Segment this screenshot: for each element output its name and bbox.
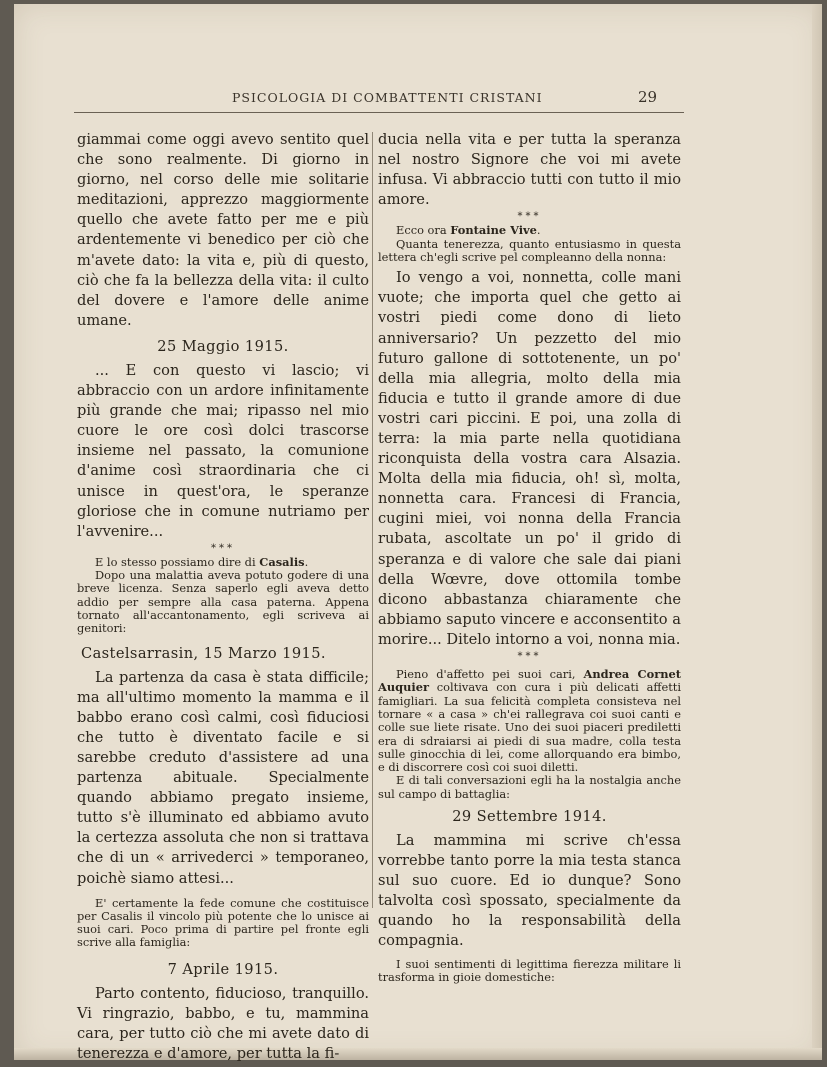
letter-date: 7 Aprile 1915. bbox=[167, 960, 279, 978]
soldier-name: Casalis bbox=[259, 554, 305, 569]
letter-paragraph: La partenza da casa è stata difficile; ma all'ultimo momento la mamma e il babbo erano così calmi, così fiduciosi che tutto è diventato facile e si sarebbe creduto d'assistere ad una partenza abituale. Specialmente quando abbiamo pregato insieme, tutto s'è illuminato ed abbiamo avuto la certezza assoluta che non si trattava che di un « arrivederci » temporaneo, poichè siamo attesi... bbox=[77, 668, 369, 887]
left-column bbox=[77, 130, 369, 1064]
commentary-paragraph: E di tali conversazioni egli ha la nostalgia anche sul campo di battaglia: bbox=[378, 773, 681, 801]
page-number: 29 bbox=[638, 88, 658, 106]
soldier-name: Fontaine Vive bbox=[450, 223, 537, 238]
letter-date: 25 Maggio 1915. bbox=[157, 337, 289, 355]
letter-paragraph: Parto contento, fiducioso, tranquillo. Vi ringrazio, babbo, e tu, mammina cara, per tutto ciò che mi avete dato di tenerezza e d'amore, per tutta la fi- bbox=[77, 984, 369, 1063]
letter-paragraph: Io vengo a voi, nonnetta, colle mani vuote; che importa quel che getto ai vostri piedi come dono di lieto anniversario? Un pezzetto del mio futuro gallone di sottotenente, un po' della mia allegria, molto della mia fiducia e tutto il grande amore di due vostri cari piccini. E poi, una zolla di terra: la mia parte nella quotidiana riconquista della vostra cara Alsazia. Molta della mia fiducia, oh! sì, molta, nonnetta cara. Francesi di Francia, cugini miei, voi nonna della Francia rubata, ascoltate un po' il grido di speranza e di valore che sale dai piani della Wœvre, dove ottomila tombe dicono abbastanza chiaramente che abbiamo saputo vincere e acconsentito a morire... Ditelo intorno a voi, nonna mia. bbox=[378, 269, 681, 648]
commentary-paragraph: Pieno d'affetto pei suoi cari, Andrea Cornet Auquier coltivava con cura i più delicati affetti famigliari. La sua felicità completa consisteva nel tornare « a casa » ch'ei rallegrava coi suoi canti e colle sue liete risate. Uno dei suoi piaceri prediletti era di sdraiarsi ai piedi di sua madre, colla testa sulle ginocchia di lei, come allorquando era bimbo, e di discorrere così coi suoi diletti. bbox=[378, 667, 681, 775]
header-rule bbox=[74, 112, 684, 113]
letter-paragraph: giammai come oggi avevo sentito quel che sono realmente. Di giorno in giorno, nel corso delle mie solitarie meditazioni, apprezzo maggiormente quello che avete fatto per me e più ardentemente vi benedico per ciò che m'avete dato: la vita e, più di questo, ciò che fa la bellezza della vita: il culto del dovere e l'amore delle anime umane. bbox=[77, 131, 369, 329]
page-edge-right bbox=[812, 4, 822, 1060]
right-column bbox=[378, 130, 681, 984]
letter-date: 29 Settembre 1914. bbox=[452, 808, 607, 826]
running-head: PSICOLOGIA DI COMBATTENTI CRISTANI bbox=[232, 90, 543, 105]
commentary-paragraph: E' certamente la fede comune che costituisce per Casalis il vincolo più potente che lo unisce ai suoi cari. Poco prima di partire pel fronte egli scrive alla famiglia: bbox=[77, 895, 369, 950]
letter-paragraph: La mammina mi scrive ch'essa vorrebbe tanto porre la mia testa stanca sul suo cuore. Ed io dunque? Sono talvolta così spossato, specialmente da quando ho la responsabilità della compagnia. bbox=[378, 832, 681, 950]
section-separator: *** bbox=[517, 651, 542, 663]
column-rule bbox=[372, 132, 373, 908]
commentary-paragraph: I suoi sentimenti di legittima fierezza militare li trasforma in gioie domestiche: bbox=[378, 956, 681, 984]
soldier-name: Andrea Cornet Auquier bbox=[378, 667, 681, 695]
letter-paragraph: ducia nella vita e per tutta la speranza nel nostro Signore che voi mi avete infusa. Vi abbraccio tutti con tutto il mio amore. bbox=[378, 131, 681, 209]
section-separator: *** bbox=[211, 542, 235, 554]
letter-date: Castelsarrasin, 15 Marzo 1915. bbox=[81, 644, 326, 662]
letter-paragraph: ... E con questo vi lascio; vi abbraccio con un ardore infinitamente più grande che mai; ripasso nel mio cuore le ore così dolci trascorse insieme nel passato, la comunione d'anime così straordinaria che ci unisce in quest'ora, le speranze gloriose che in comune nutriamo per l'avvenire... bbox=[77, 361, 369, 540]
section-separator: *** bbox=[517, 211, 542, 223]
commentary-paragraph: E lo stesso possiamo dire di Casalis. bbox=[95, 554, 309, 569]
commentary-paragraph: Dopo una malattia aveva potuto godere di una breve licenza. Senza saperlo egli aveva detto addio per sempre alla casa paterna. Appena tornato all'accantonamento, egli scriveva ai genitori: bbox=[77, 568, 369, 636]
commentary-paragraph: Ecco ora Fontaine Vive. bbox=[396, 223, 541, 238]
commentary-paragraph: Quanta tenerezza, quanto entusiasmo in questa lettera ch'egli scrive pel compleanno della nonna: bbox=[378, 236, 681, 264]
